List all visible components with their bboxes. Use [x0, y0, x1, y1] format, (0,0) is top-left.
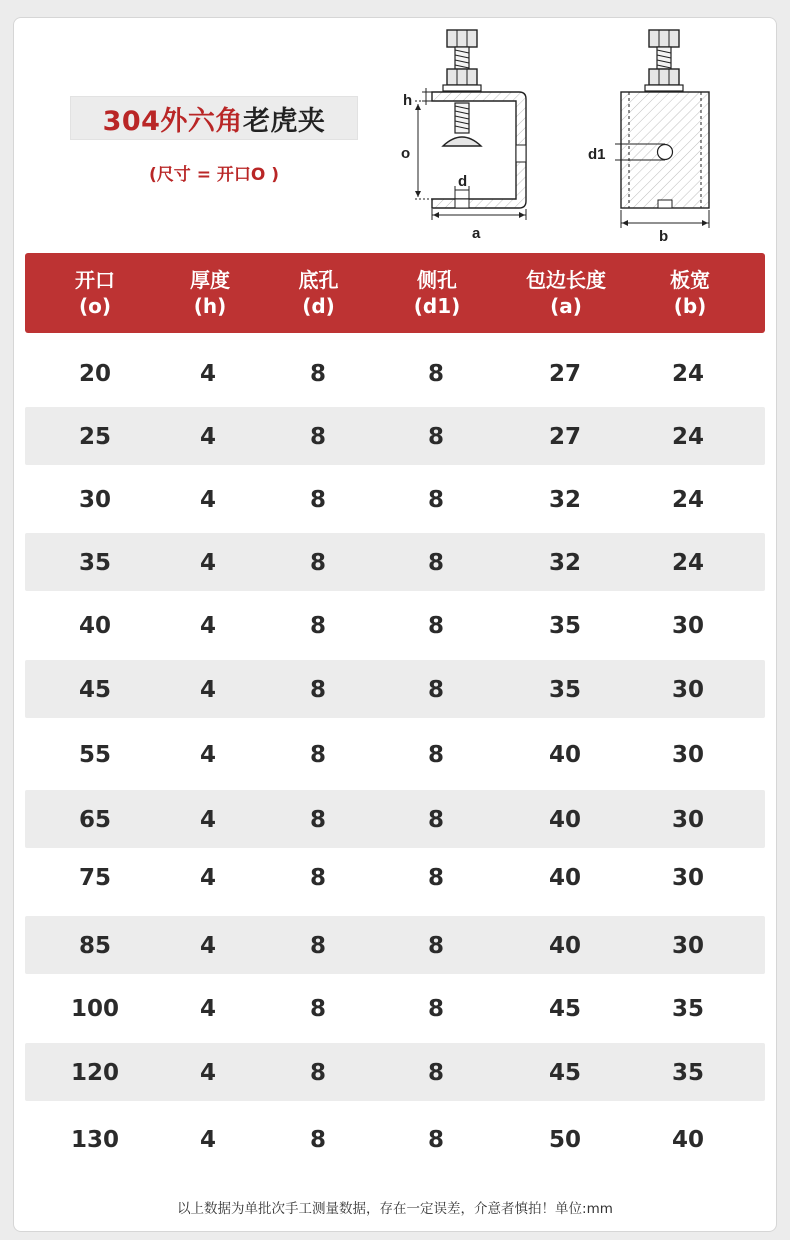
- product-title: [70, 96, 358, 140]
- header-col-bottom-hole: 底孔 (d): [298, 268, 339, 318]
- table-cell: 8: [309, 550, 327, 576]
- table-cell: 8: [309, 1127, 327, 1153]
- table-cell: 35: [548, 613, 582, 639]
- table-cell: 30: [671, 742, 705, 768]
- table-cell: 4: [199, 807, 217, 833]
- table-cell: 4: [199, 424, 217, 450]
- table-cell: 30: [671, 677, 705, 703]
- table-cell: 4: [199, 865, 217, 891]
- table-cell: 40: [548, 865, 582, 891]
- table-cell: 35: [548, 677, 582, 703]
- table-cell: 24: [671, 487, 705, 513]
- dim-label-h: h: [403, 92, 413, 109]
- table-cell: 35: [78, 550, 112, 576]
- table-cell: 30: [671, 613, 705, 639]
- table-cell: 27: [548, 424, 582, 450]
- table-cell: 4: [199, 677, 217, 703]
- dim-label-d1: d1: [588, 146, 606, 163]
- table-cell: 4: [199, 1127, 217, 1153]
- table-row: [25, 407, 765, 465]
- table-cell: 4: [199, 487, 217, 513]
- table-row: [25, 660, 765, 718]
- table-cell: 4: [199, 742, 217, 768]
- dim-label-o: o: [401, 145, 411, 162]
- pressure-pad: [443, 137, 481, 146]
- table-cell: 24: [671, 550, 705, 576]
- dim-label-d: d: [458, 173, 468, 190]
- table-row: [25, 533, 765, 591]
- title-dark-part: 老虎夹: [242, 105, 326, 137]
- clamp-diagram: [395, 20, 735, 245]
- header-col-plate-width: 板宽 (b): [670, 268, 710, 318]
- dim-label-b: b: [659, 228, 669, 245]
- table-cell: 8: [427, 996, 445, 1022]
- table-cell: 4: [199, 933, 217, 959]
- side-hole: [658, 145, 673, 160]
- table-cell: 8: [427, 1060, 445, 1086]
- table-cell: 8: [427, 933, 445, 959]
- c-frame: [432, 92, 526, 208]
- table-row: [25, 916, 765, 974]
- table-cell: 8: [309, 424, 327, 450]
- table-cell: 20: [78, 361, 112, 387]
- table-cell: 35: [671, 1060, 705, 1086]
- table-cell: 30: [671, 807, 705, 833]
- table-cell: 8: [309, 996, 327, 1022]
- table-cell: 45: [548, 1060, 582, 1086]
- table-cell: 45: [78, 677, 112, 703]
- table-cell: 4: [199, 550, 217, 576]
- side-view: [401, 30, 526, 242]
- table-cell: 8: [427, 361, 445, 387]
- table-cell: 8: [309, 742, 327, 768]
- table-cell: 85: [78, 933, 112, 959]
- table-cell: 8: [427, 550, 445, 576]
- table-cell: 100: [70, 996, 120, 1022]
- table-cell: 40: [671, 1127, 705, 1153]
- table-cell: 4: [199, 361, 217, 387]
- table-cell: 8: [427, 424, 445, 450]
- size-note: (尺寸 = 开口O ): [149, 165, 279, 185]
- dim-label-a: a: [472, 225, 481, 242]
- bolt-head: [447, 30, 477, 47]
- table-cell: 8: [309, 933, 327, 959]
- table-cell: 8: [309, 865, 327, 891]
- table-cell: 8: [427, 487, 445, 513]
- footnote: 以上数据为单批次手工测量数据，存在一定误差，介意者慎拍！单位:mm: [177, 1201, 613, 1217]
- table-cell: 40: [548, 807, 582, 833]
- table-cell: 8: [309, 677, 327, 703]
- table-cell: 27: [548, 361, 582, 387]
- table-cell: 75: [78, 865, 112, 891]
- nut: [447, 69, 477, 85]
- table-cell: 55: [78, 742, 112, 768]
- table-cell: 45: [548, 996, 582, 1022]
- table-cell: 120: [70, 1060, 120, 1086]
- header-col-opening: 开口 (o): [75, 268, 115, 318]
- table-cell: 30: [78, 487, 112, 513]
- table-cell: 8: [427, 865, 445, 891]
- table-cell: 8: [309, 613, 327, 639]
- title-red-part: 304外六角: [102, 105, 243, 137]
- table-cell: 40: [548, 933, 582, 959]
- table-cell: 8: [309, 361, 327, 387]
- table-cell: 8: [309, 807, 327, 833]
- table-cell: 130: [70, 1127, 120, 1153]
- table-row: [25, 790, 765, 848]
- table-cell: 24: [671, 361, 705, 387]
- table-cell: 30: [671, 933, 705, 959]
- front-view: [588, 30, 709, 245]
- table-cell: 8: [427, 807, 445, 833]
- table-cell: 24: [671, 424, 705, 450]
- table-cell: 50: [548, 1127, 582, 1153]
- table-cell: 8: [309, 1060, 327, 1086]
- table-cell: 8: [427, 677, 445, 703]
- table-cell: 8: [427, 1127, 445, 1153]
- table-cell: 8: [309, 487, 327, 513]
- table-cell: 65: [78, 807, 112, 833]
- table-cell: 40: [78, 613, 112, 639]
- table-cell: 8: [427, 613, 445, 639]
- table-cell: 25: [78, 424, 112, 450]
- table-cell: 35: [671, 996, 705, 1022]
- header-col-side-hole: 侧孔 (d1): [413, 268, 461, 318]
- table-cell: 8: [427, 742, 445, 768]
- table-cell: 4: [199, 1060, 217, 1086]
- table-header: [25, 253, 765, 333]
- table-cell: 4: [199, 613, 217, 639]
- table-cell: 4: [199, 996, 217, 1022]
- header-col-wrap-length: 包边长度 (a): [526, 268, 606, 318]
- header-col-thickness: 厚度 (h): [190, 268, 230, 318]
- table-cell: 30: [671, 865, 705, 891]
- table-row: [25, 1043, 765, 1101]
- table-cell: 32: [548, 550, 582, 576]
- table-cell: 40: [548, 742, 582, 768]
- table-cell: 32: [548, 487, 582, 513]
